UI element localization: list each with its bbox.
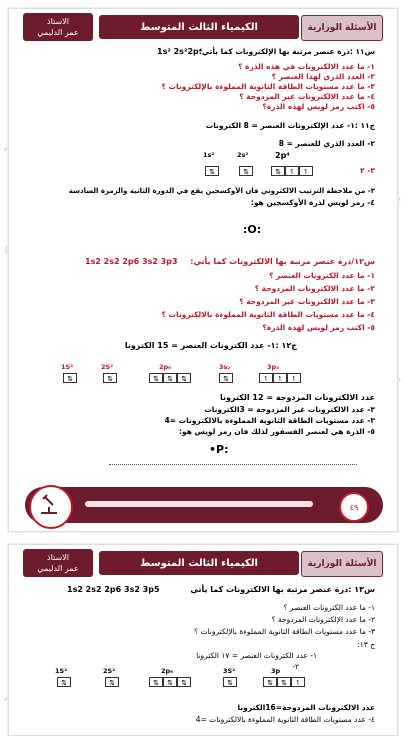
q12-orbital-box: ⇅	[103, 373, 117, 383]
page-header	[23, 549, 383, 579]
phosphorus-lewis-symbol: •P:	[209, 443, 229, 456]
q12-answer-unpaired: ٣- عدد الالكترونات غير المزدوجة = 3الكترونات	[204, 405, 375, 414]
q11-answer-3: ٣- ٢	[360, 166, 375, 175]
q13-orbital-label: 2S²	[103, 667, 116, 675]
q12-orbital-label: 3p₃	[267, 363, 280, 371]
lewis-dots-right: :	[256, 223, 262, 236]
q13-orbital-box: ⇅	[263, 677, 277, 687]
q13-orbital-label: 3S²	[223, 667, 236, 675]
q13-orbital-box: ⇅	[277, 677, 291, 687]
q12-item-5: ٥- اكتب رمز لويس لهذه الذرة؟	[262, 323, 375, 332]
q11-item-4: ٤- ما عدد الالكترونات غير المزدوجة ؟	[239, 92, 375, 101]
q13-orbital-box: ⇅	[149, 677, 163, 687]
q11-item-2: ٢- العدد الذري لهذا العنصر ؟	[271, 72, 375, 81]
q12-item-4: ٤- ما عدد مستويات الطاقة الثانوية المملوءة بالالكترونات ؟	[161, 310, 375, 319]
teacher-name: عمر الدليمي	[37, 564, 79, 573]
q13-answer-paired: عدد الالكترونات المزدوجة=16الكترونا	[237, 703, 375, 712]
q13-orbital-label: 1S²	[55, 667, 68, 675]
q12-orbital-label: 2S²	[101, 363, 114, 371]
teacher-badge	[23, 549, 93, 577]
page-footer	[25, 487, 383, 523]
question-11-config: 1s² 2s²2p⁴	[157, 47, 203, 56]
page-header	[23, 13, 383, 43]
q12-orbital-box: ⇅	[149, 373, 163, 383]
q13-item-1: ١- ما عدد الكترونات العنصر ؟	[283, 603, 375, 612]
q13-orbital-box: ⇅	[105, 677, 119, 687]
q12-orbital-box: ↿	[287, 373, 301, 383]
question-12-title: س١٢/ذرة عنصر مرتبة بها الالكترونات كما يأتي:	[190, 257, 375, 266]
question-13-title: س١٣ :ذرة عنصر مرتبة بها الالكترونات كما يأتي	[190, 585, 375, 594]
q11-answer-2: ٢- العدد الذري للعنصر = 8	[278, 139, 375, 148]
oxygen-lewis-symbol: :O:	[243, 223, 262, 236]
q12-orbital-box: ⇅	[219, 373, 233, 383]
ministerial-questions-tag: الأسئلة الوزارية	[301, 551, 383, 577]
q13-item-3: ٣- ما عدد مستويات الطاقة الثانوية المملوءة بالإلكترونات ؟	[194, 627, 375, 636]
teacher-name: عمر الدليمي	[37, 28, 79, 37]
teacher-title: الاستاذ	[47, 17, 69, 26]
q11-orbital-box: ⇅	[239, 166, 253, 176]
q11-orbital-label-2s: 2s²	[237, 151, 249, 159]
question-11-title: س١١ :ذرة عنصر مرتبة بها الإلكترونات كما يأتي:	[198, 47, 375, 56]
q11-answer-1: ج١١ :١- عدد الإلكترونات العنصر = 8 الكترونات	[205, 121, 375, 130]
q11-orbital-box: ↿	[285, 166, 299, 176]
q12-orbital-box: ↿	[273, 373, 287, 383]
q11-orbital-box: ⇅	[271, 166, 285, 176]
dotted-divider	[109, 464, 357, 465]
q11-note: ٣- من ملاحظة الترتيب الالكتروني فان الأوكسجين يقع في الدورة الثانية والزمرة السادسة	[68, 187, 375, 195]
q13-orbital-box: ⇅	[163, 677, 177, 687]
worksheet-page-2	[8, 544, 398, 736]
q11-item-1: ١- ما عدد الالكترونات في هذه الذرة ؟	[238, 62, 375, 71]
worksheet-page-1	[8, 8, 398, 532]
q13-orbital-box: ⇅	[223, 677, 237, 687]
q13-orbital-box: ⇅	[177, 677, 191, 687]
q11-item-5: ٥- اكتب رمز لويس لهذه الذرة؟	[262, 102, 375, 111]
lewis-dots-left: :	[243, 223, 248, 236]
q11-orbital-label-2p: 2p⁴	[275, 151, 290, 160]
q13-orbital-box: ⇅	[57, 677, 71, 687]
q11-orbital-label-1s: 1s²	[203, 151, 215, 159]
q11-lewis-caption: ٤- رمز لويس لذرة الأوكسجين هو:	[250, 198, 375, 207]
q13-orbital-box: ↿	[291, 677, 305, 687]
q12-answer-filled-levels: ٣- عدد مستويات الطاقة الثانوية المملوءة بالالكترونات =4	[164, 416, 375, 425]
q11-item-3: ٣- ما عدد مستويات الطاقة الثانوية المملوءة بالإلكترونات ؟	[161, 82, 375, 91]
q12-answer-1: ج١٢ :١- عدد الكترونات العنصر = 15 الكترونا	[124, 341, 297, 350]
q13-orbital-label: 3p	[271, 667, 281, 675]
footer-bar	[85, 501, 313, 507]
q13-item-2: ٢- ما عدد الإلكترونات المزدوجة ؟	[271, 615, 375, 624]
q13-answer-label: ج ١٣:	[357, 640, 375, 649]
q11-orbital-box: ↿	[299, 166, 313, 176]
page-number: ٤٩	[339, 492, 369, 522]
microscope-logo-icon	[29, 485, 73, 529]
lewis-dot-left: •	[209, 443, 217, 456]
q12-item-1: ١- ما عدد الكترونات العنصر ؟	[269, 271, 375, 280]
q12-orbital-box: ⇅	[163, 373, 177, 383]
q12-orbital-box: ⇅	[63, 373, 77, 383]
q12-orbital-label: 1S²	[61, 363, 74, 371]
q13-answer-filled-levels: ٤- عدد مستويات الطاقة الثانوية المملوءة بالالكترونات =4	[195, 715, 375, 724]
q12-orbital-label: 2p₆	[159, 363, 172, 371]
ministerial-questions-tag: الأسئلة الوزارية	[301, 15, 383, 41]
teacher-badge	[23, 13, 93, 41]
question-13-config: 1s2 2s2 2p6 3s2 3p5	[67, 585, 160, 594]
q12-orbital-label: 3s₂	[219, 363, 231, 371]
q12-item-2: ٢- ما عدد الالكترونات المزدوجة ؟	[254, 284, 375, 293]
q11-orbital-box: ⇅	[205, 166, 219, 176]
question-12-config: 1s2 2s2 2p6 3s2 3p3	[85, 257, 178, 266]
q12-orbital-box: ⇅	[177, 373, 191, 383]
q12-answer-lewis: ٥- الذرة هي لعنصر الفسفور لذلك فان رمز لويس هو:	[179, 427, 375, 436]
subject-title: الكيمياء الثالث المتوسط	[99, 15, 299, 39]
subject-title: الكيمياء الثالث المتوسط	[99, 551, 299, 575]
q12-item-3: ٣- ما عدد الالكترونات غير المزدوجة ؟	[239, 297, 375, 306]
q12-answer-paired: عدد الالكترونات المزدوجة = 12 الكترونا	[220, 393, 375, 402]
q13-answer-2: ٢-	[292, 662, 299, 671]
q13-orbital-label: 2p₆	[161, 667, 174, 675]
q12-orbital-box: ↿	[259, 373, 273, 383]
teacher-title: الاستاذ	[47, 553, 69, 562]
q13-answer-1: ١- عدد الكترونات العنصر = ١٧ الكترونا	[196, 651, 317, 660]
